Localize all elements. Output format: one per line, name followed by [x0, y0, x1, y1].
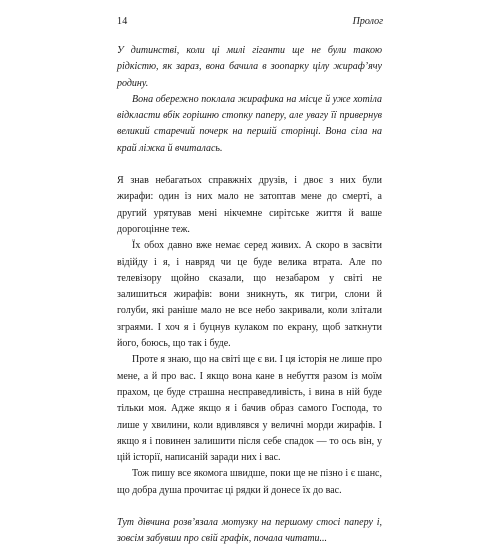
- body-paragraph-3: Проте я знаю, що на світі ще є ви. І ця історія не лише про мене, а й про вас. І якщо вона кане в небуття разом із моїм прахом, це буде страшна несправедливість, і вина в ній буде тільки моя. Адже якщо я і бачив образ самого Господа, то лише у хвилини, коли вдивлявся у величні морди жирафів. І якщо я і повинен залишити після себе спадок — то ось він, у цій історії, написаній заради них і вас.: [117, 354, 382, 464]
- section-gap: [117, 499, 382, 515]
- page-content: [117, 43, 382, 548]
- body-paragraph-4: Тож пишу все якомога швидше, поки ще не пізно і є шанс, що добра душа прочитає ці рядки й донесе їх до вас.: [117, 468, 382, 496]
- body-paragraph-1: Я знав небагатьох справжніх друзів, і двоє з них були жирафи: один із них мало не затоптав мене до смерті, а другий урятував мені нікчемне сирітське життя й ваше дорогоцінне теж.: [117, 175, 382, 235]
- section-gap: [117, 157, 382, 173]
- intro-paragraph-1: У дитинстві, коли ці милі гіганти ще не були такою рідкістю, як зараз, вона бачила в зоопарку цілу жирафʼячу родину.: [117, 45, 382, 89]
- running-head: Пролог: [352, 16, 383, 27]
- body-paragraph-2: Їх обох давно вже немає серед живих. А скоро в засвіти відійду і я, і навряд чи це буде велика втрата. Але по телевізору щойно сказали, що незабаром у світі не залишиться жирафів: вони зникнуть, як тигри, слони й голуби, які раніше мало не все небо закривали, коли злітали зграями. І хоч я і буцнув кулаком по екрану, щоб заткнути його, боюсь, що так і буде.: [117, 240, 382, 350]
- outro-paragraph: Тут дівчина розвʼязала мотузку на першому стосі паперу і, зовсім забувши про свій графік, почала читати...: [117, 517, 382, 545]
- intro-paragraph-2: Вона обережно поклала жирафика на місце й уже хотіла відкласти вбік горішню стопку паперу, але увагу її привернув великий старечий почерк на першій сторінці. Вона сіла на край ліжка й вчиталась.: [117, 93, 382, 154]
- page-number: 14: [117, 16, 128, 27]
